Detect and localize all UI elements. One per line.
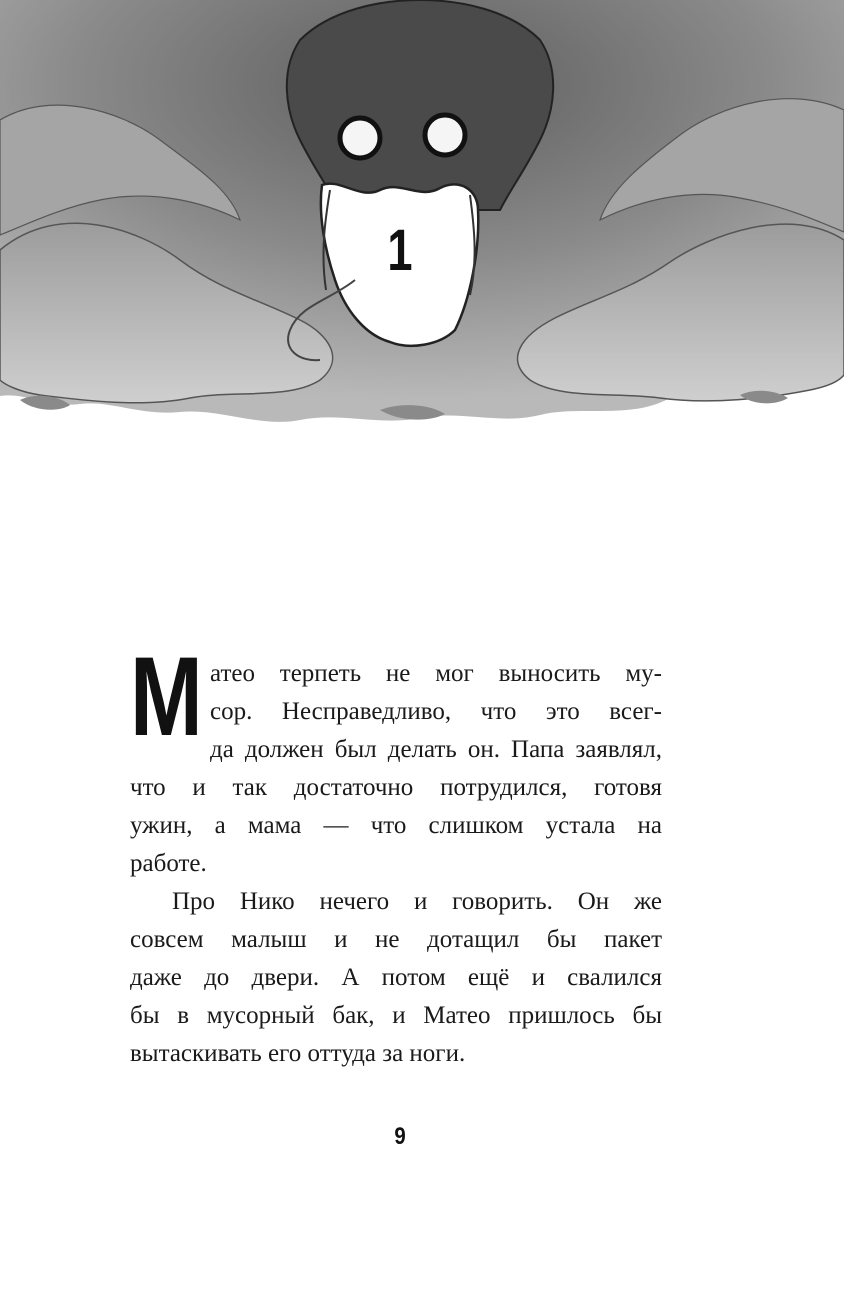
drop-cap: М xyxy=(130,634,203,759)
creature-eye-left xyxy=(340,118,380,158)
creature-hood xyxy=(287,0,553,210)
text-line: атео терпеть не мог выносить му- xyxy=(210,660,662,687)
text-line: работе. xyxy=(130,850,207,877)
text-line: бы в мусорный бак, и Матео пришлось бы xyxy=(130,1002,662,1029)
page-number: 9 xyxy=(394,1123,406,1150)
text-line: что и так достаточно потрудился, готовя xyxy=(130,774,662,801)
text-line: сор. Несправедливо, что это всег- xyxy=(210,698,662,725)
text-line: даже до двери. А потом ещё и свалился xyxy=(130,964,662,991)
text-line: Про Нико нечего и говорить. Он же xyxy=(172,888,662,915)
paragraph-2 xyxy=(130,883,662,1073)
chapter-number: 1 xyxy=(387,218,413,283)
text-line: ужин, а мама — что слишком устала на xyxy=(130,812,662,839)
text-line: совсем малыш и не дотащил бы пакет xyxy=(130,926,662,953)
chapter-header-illustration xyxy=(0,0,844,430)
text-line: вытаскивать его оттуда за ноги. xyxy=(130,1040,466,1067)
paragraph-1 xyxy=(130,634,662,883)
text-line: да должен был делать он. Папа заявлял, xyxy=(210,736,662,763)
creature-eye-right xyxy=(425,115,465,155)
chapter-body-text xyxy=(130,634,662,1073)
